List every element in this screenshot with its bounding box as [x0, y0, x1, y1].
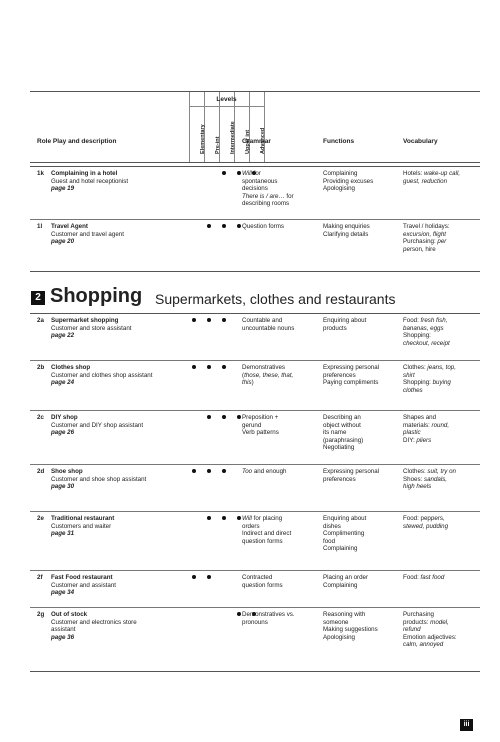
functions-cell-line: preferences	[323, 475, 356, 483]
level-dot	[237, 516, 241, 520]
grammar-cell-line: Will for placing	[242, 515, 283, 522]
roleplay-participants: Customer and store assistant	[51, 324, 132, 332]
roleplay-description	[37, 468, 162, 491]
grammar-header: Grammar	[242, 138, 271, 145]
grammar-cell-line: uncountable nouns	[242, 324, 295, 332]
roleplay-description	[37, 170, 162, 193]
functions-cell-line: dishes	[323, 522, 341, 530]
grammar-cell	[242, 170, 318, 208]
grammar-cell-line: spontaneous	[242, 177, 278, 185]
level-dot	[222, 516, 226, 520]
roleplay-title: Clothes shop	[51, 364, 91, 371]
grammar-cell-line: question forms	[242, 581, 283, 589]
table-row	[30, 410, 480, 465]
vocabulary-cell-line: plastic	[403, 429, 421, 437]
page-reference[interactable]: page 30	[51, 483, 75, 491]
roleplay-code: 2a	[37, 317, 44, 324]
grammar-cell-line: question forms	[242, 537, 283, 545]
functions-cell-line: Negotiating	[323, 444, 355, 452]
level-dot	[207, 224, 211, 228]
page-reference[interactable]: page 31	[51, 530, 75, 538]
level-pre-int: Pre-int	[214, 136, 221, 154]
vocabulary-cell-line: Clothes: jeans, top,	[403, 364, 456, 371]
roleplay-code: 2d	[37, 468, 45, 475]
functions-cell-line: Making enquiries	[323, 223, 370, 230]
grammar-cell	[242, 468, 318, 476]
vocabulary-cell-line: Shapes and	[403, 414, 437, 421]
grammar-cell-line: pronouns	[242, 618, 268, 626]
roleplay-description	[37, 317, 162, 340]
grammar-cell	[242, 364, 318, 387]
grammar-cell-line: Demonstratives vs.	[242, 611, 295, 618]
level-dot	[222, 365, 226, 369]
section-number: 2	[31, 291, 45, 305]
grammar-cell-line: Indirect and direct	[242, 530, 292, 538]
unit-2-table	[30, 313, 480, 672]
vocabulary-cell-line: guest, reduction	[403, 177, 448, 185]
vocabulary-cell	[403, 364, 479, 394]
vocabulary-cell-line: DIY: pliers	[403, 436, 432, 444]
functions-cell-line: Providing excuses	[323, 177, 374, 185]
level-dot	[207, 516, 211, 520]
functions-cell	[323, 317, 399, 332]
level-upper-int: Upper int	[244, 129, 251, 154]
level-dot	[207, 469, 211, 473]
table-row	[30, 464, 480, 512]
vocabulary-cell-line: products: model,	[403, 618, 449, 626]
grammar-cell	[242, 223, 318, 231]
functions-cell-line: (paraphrasing)	[323, 436, 364, 444]
level-dot	[222, 469, 226, 473]
functions-cell	[323, 223, 399, 238]
roleplay-title: Fast Food restaurant	[51, 574, 113, 581]
functions-cell-line: its name	[323, 429, 347, 437]
vocabulary-cell	[403, 574, 479, 582]
table-row	[30, 219, 480, 272]
roleplay-code: 2g	[37, 611, 45, 618]
functions-cell-line: Clarifying details	[323, 230, 369, 238]
page-reference[interactable]: page 19	[51, 185, 75, 193]
vocabulary-cell-line: Food: peppers,	[403, 515, 445, 522]
vocabulary-cell-line: Purchasing	[403, 611, 434, 618]
roleplay-title: Supermarket shopping	[51, 317, 119, 324]
vocabulary-header: Vocabulary	[403, 138, 438, 145]
roleplay-participants: Customer and clothes shop assistant	[51, 371, 153, 379]
vocabulary-cell-line: high heels	[403, 483, 432, 491]
grammar-cell	[242, 611, 318, 626]
section-subtitle: Supermarkets, clothes and restaurants	[155, 291, 396, 307]
functions-cell-line: products	[323, 324, 347, 332]
page-reference[interactable]: page 26	[51, 429, 75, 437]
vocabulary-cell	[403, 223, 479, 253]
vocabulary-cell	[403, 317, 479, 347]
grammar-cell-line: decisions	[242, 185, 268, 193]
level-dot	[192, 365, 196, 369]
functions-cell	[323, 515, 399, 553]
page-reference[interactable]: page 20	[51, 238, 75, 246]
level-dot	[237, 415, 241, 419]
functions-cell-line: Enquiring about	[323, 317, 367, 324]
grammar-cell-line: Contracted	[242, 574, 273, 581]
vocabulary-cell-line: calm, annoyed	[403, 641, 444, 649]
grammar-cell-line: gerund	[242, 421, 262, 429]
level-dot	[192, 575, 196, 579]
levels-header	[30, 91, 480, 163]
grammar-cell-line: Demonstratives	[242, 364, 285, 371]
functions-cell-line: Enquiring about	[323, 515, 367, 522]
roleplay-code: 2e	[37, 515, 44, 522]
roleplay-description	[37, 414, 162, 437]
grammar-cell-line: Countable and	[242, 317, 283, 324]
functions-cell-line: Complaining	[323, 581, 358, 589]
table-row	[30, 570, 480, 608]
functions-cell	[323, 468, 399, 483]
roleplay-title: Traditional restaurant	[51, 515, 115, 522]
level-dot	[222, 415, 226, 419]
functions-cell-line: Paying compliments	[323, 379, 379, 387]
page-reference[interactable]: page 22	[51, 332, 75, 340]
vocabulary-cell-line: Shopping: buying	[403, 379, 451, 387]
grammar-cell-line: this)	[242, 379, 254, 387]
level-dot	[222, 318, 226, 322]
table-row	[30, 314, 480, 360]
grammar-cell	[242, 515, 318, 545]
functions-cell	[323, 611, 399, 641]
vocabulary-cell-line: Shopping:	[403, 332, 431, 340]
grammar-cell-line: There is / are… for	[242, 192, 294, 200]
unit-1-table	[30, 166, 480, 272]
vocabulary-cell	[403, 611, 479, 649]
roleplay-participants: Customers and waiter	[51, 522, 112, 530]
vocabulary-cell	[403, 414, 479, 444]
levels-title: Levels	[216, 96, 237, 103]
grammar-cell-line: Too and enough	[242, 468, 287, 475]
grammar-cell	[242, 574, 318, 589]
level-dot	[237, 171, 241, 175]
level-elementary: Elementary	[199, 124, 206, 154]
functions-cell-line: Complaining	[323, 545, 358, 553]
functions-cell-line: Making suggestions	[323, 626, 378, 634]
section-title: Shopping	[50, 285, 143, 307]
roleplay-participants: Guest and hotel receptionist	[51, 177, 129, 185]
vocabulary-cell-line: Shoes: sandals,	[403, 475, 448, 483]
vocabulary-cell-line: materials: round,	[403, 421, 450, 429]
functions-cell-line: Apologising	[323, 633, 355, 641]
vocabulary-cell	[403, 170, 479, 185]
functions-cell-line: Apologising	[323, 185, 355, 193]
page-reference[interactable]: page 36	[51, 633, 75, 641]
roleplay-participants: Customer and electronics store assistant	[51, 618, 137, 634]
roleplay-description	[37, 364, 162, 387]
level-intermediate: Intermediate	[229, 121, 236, 154]
roleplay-description	[37, 515, 162, 538]
vocabulary-cell-line: checkout, receipt	[403, 339, 450, 347]
grammar-cell-line: (those, these, that,	[242, 371, 294, 379]
level-dot	[222, 171, 226, 175]
table-row	[30, 511, 480, 571]
table-row	[30, 167, 480, 219]
roleplay-description	[37, 611, 162, 641]
roleplay-participants: Customer and travel agent	[51, 230, 124, 238]
vocabulary-cell-line: excursion, flight	[403, 230, 446, 238]
page-number: iii	[460, 719, 473, 731]
level-dot	[222, 224, 226, 228]
vocabulary-cell-line: Food: fast food	[403, 574, 445, 581]
roleplay-code: 1k	[37, 170, 44, 177]
functions-cell-line: Describing an	[323, 414, 361, 421]
vocabulary-cell-line: person, hire	[403, 245, 436, 253]
roleplay-code: 2f	[37, 574, 43, 581]
table-row	[30, 360, 480, 411]
vocabulary-cell-line: Purchasing: per	[403, 238, 447, 246]
vocabulary-cell	[403, 515, 479, 530]
vocabulary-cell-line: bananas, eggs	[403, 324, 444, 332]
vocabulary-cell-line: Clothes: suit, try on	[403, 468, 456, 475]
level-advanced: Advanced	[259, 127, 266, 154]
roleplay-participants: Customer and shoe shop assistant	[51, 475, 147, 483]
vocabulary-cell-line: Food: fresh fish,	[403, 317, 448, 324]
roleplay-title: Out of stock	[51, 611, 88, 618]
functions-cell	[323, 574, 399, 589]
vocabulary-cell-line: refund	[403, 626, 421, 634]
roleplay-description	[37, 574, 162, 597]
roleplay-code: 2b	[37, 364, 45, 371]
grammar-cell-line: Verb patterns	[242, 429, 279, 437]
roleplay-title: Complaining in a hotel	[51, 170, 118, 177]
functions-cell	[323, 364, 399, 387]
vocabulary-cell	[403, 468, 479, 491]
functions-header: Functions	[323, 138, 355, 145]
vocabulary-cell-line: shirt	[403, 371, 415, 379]
vocabulary-cell-line: Emotion adjectives:	[403, 633, 457, 641]
roleplay-participants: Customer and assistant	[51, 581, 116, 589]
grammar-cell-line: Question forms	[242, 223, 284, 230]
level-dot	[192, 318, 196, 322]
functions-cell-line: preferences	[323, 371, 356, 379]
roleplay-participants: Customer and DIY shop assistant	[51, 421, 144, 429]
level-dot	[207, 415, 211, 419]
vocabulary-cell-line: clothes	[403, 386, 423, 394]
functions-cell	[323, 170, 399, 193]
level-dot	[237, 224, 241, 228]
functions-cell-line: object without	[323, 421, 361, 429]
functions-cell	[323, 414, 399, 452]
functions-cell-line: Expressing personal	[323, 364, 380, 371]
grammar-cell	[242, 317, 318, 332]
roleplay-title: DIY shop	[51, 414, 78, 421]
vocabulary-cell-line: Travel / holidays:	[403, 223, 450, 230]
functions-cell-line: someone	[323, 618, 349, 626]
vocabulary-cell-line: stewed, pudding	[403, 522, 449, 530]
level-dot	[207, 575, 211, 579]
page-reference[interactable]: page 24	[51, 379, 75, 387]
table-row	[30, 607, 480, 672]
roleplay-header: Role Play and description	[37, 138, 117, 145]
grammar-cell-line: Preposition +	[242, 414, 279, 421]
functions-cell-line: food	[323, 537, 336, 545]
functions-cell-line: Complaining	[323, 170, 358, 177]
functions-cell-line: Expressing personal	[323, 468, 380, 475]
grammar-cell	[242, 414, 318, 437]
level-dot	[207, 318, 211, 322]
functions-cell-line: Placing an order	[323, 574, 369, 581]
roleplay-code: 1l	[37, 223, 43, 230]
roleplay-title: Shoe shop	[51, 468, 83, 475]
roleplay-description	[37, 223, 162, 246]
functions-cell-line: Reasoning with	[323, 611, 366, 618]
roleplay-title: Travel Agent	[51, 223, 88, 230]
level-dot	[192, 469, 196, 473]
functions-cell-line: Complimenting	[323, 530, 365, 538]
grammar-cell-line: Will for	[242, 170, 261, 177]
level-dot	[207, 365, 211, 369]
vocabulary-cell-line: Hotels: wake-up call,	[403, 170, 461, 177]
grammar-cell-line: describing rooms	[242, 200, 290, 208]
grammar-cell-line: orders	[242, 522, 260, 530]
level-dot	[237, 612, 241, 616]
section-heading	[31, 287, 481, 311]
roleplay-code: 2c	[37, 414, 44, 421]
page-reference[interactable]: page 34	[51, 589, 75, 597]
